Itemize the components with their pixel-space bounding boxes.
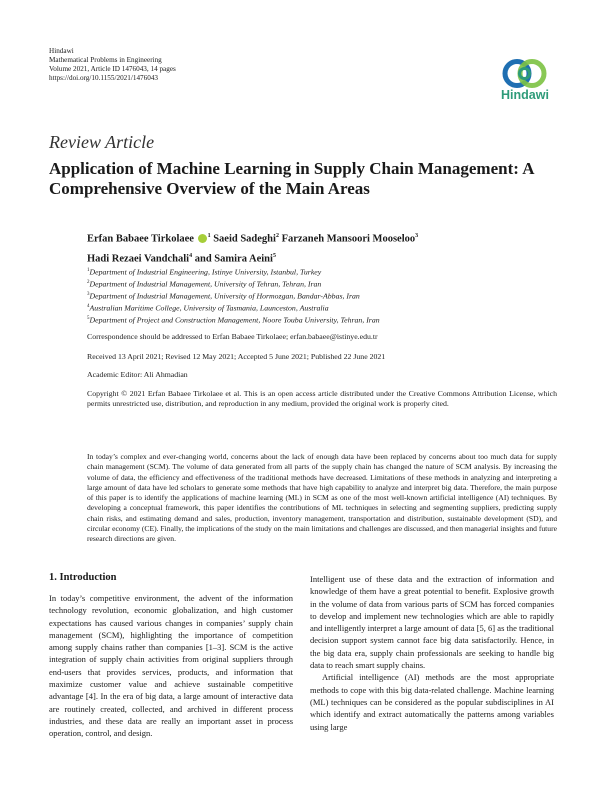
article-title: Application of Machine Learning in Supply Chain Management: A Comprehensive Overview of the Main Areas — [49, 159, 534, 198]
affiliation: $^2$Department of Industrial Management, University of Tehran, Tehran, Iran — [87, 279, 322, 289]
academic-editor: Academic Editor: Ali Ahmadian — [87, 370, 188, 379]
abstract: In today’s complex and ever-changing world, concerns about the lack of enough data have been replaced by concerns about too much data for supply chain management (SCM). The volume of data generated from all parts of the supply chain has changed the nature of SCM analysis. By increasing the volume of data, the efficiency and effectiveness of the traditional methods have decreased. Limitations of these methods in analyzing and interpreting a large amount of data have led scholars to generate some methods that have high capability to analyze and interpret big data. Therefore, the main purpose of this paper is to identify the applications of machine learning (ML) in SCM as one of the most well-known artificial intelligence (AI) techniques. By developing a conceptual framework, this paper identifies the contributions of ML techniques in selecting and segmenting suppliers, predicting supply chain risks, and estimating demand and sales, production, inventory management, transportation and distribution, sustainable development (SD), and circular economy (CE). Finally, the implications of the study on the main limitations and challenges are discussed, and then managerial insights and future research directions are given. — [87, 452, 557, 544]
affiliation: $^3$Department of Industrial Management, University of Hormozgan, Bandar-Abbas, Iran — [87, 291, 360, 301]
author-sup: 5 — [272, 252, 276, 259]
journal-info — [49, 47, 176, 83]
correspondence: Correspondence should be addressed to Erfan Babaee Tirkolaee; erfan.babaee@istinye.edu.tr — [87, 332, 378, 341]
author-name[interactable]: Saeid Sadeghi — [213, 233, 276, 245]
affiliation: $^5$Department of Project and Construction Management, Noore Touba University, Tehran, Iran — [87, 315, 380, 325]
paragraph: In today’s competitive environment, the advent of the information technology revolution, economic globalization, and high customer expectations has caused various changes in companies’ supply chain management (SCM), highlighting the importance of competition among supply chains rather than companies [1–3]. SCM is the active integration of supply chain activities from original suppliers through end-users that provides services, products, and information that maximize customer value and achieve sustainable competitive advantage [4]. In the era of big data, a large amount of interactive data are routinely created, collected, and archived in different process industries, and these data are really an important asset in process operation, control, and design. — [49, 593, 293, 739]
paragraph: Artificial intelligence (AI) methods are the most appropriate methods to cope with this big data-related challenge. Machine learning (ML) techniques can be considered as the popular subdisciplines in AI which identify and extract automatically the patterns among variables using large — [310, 672, 554, 732]
publication-dates: Received 13 April 2021; Revised 12 May 2021; Accepted 5 June 2021; Published 22 June 2021 — [87, 352, 386, 361]
paragraph: Intelligent use of these data and the extraction of information and knowledge of them have a great potential to benefit. Explosive growth in the volume of data from various parts of SCM has forced companies to develop and implement new technologies which are able to rapidly and intelligently interpret a large amount of data [5, 6] as the traditional decision support system cannot face big data satisfactorily. Hence, in the big data era, supply chain professionals are seeking to handle big data to reach smart supply chains. — [310, 574, 554, 671]
journal-doi[interactable]: https://doi.org/10.1155/2021/1476043 — [49, 74, 159, 82]
orcid-icon[interactable] — [198, 234, 207, 243]
author-list: Erfan Babaee Tirkolaee $^1$ Saeid Sadeghi$^2$ Farzaneh Mansoori Mooseloo$^3$ Hadi Rezaei Vandchali$^4$ and Samira Aeini$^5$ — [87, 233, 419, 264]
body-column-left — [49, 592, 293, 740]
hindawi-logo-text: Hindawi — [501, 88, 549, 102]
author-sup: 4 — [189, 252, 193, 259]
journal-name: Mathematical Problems in Engineering — [49, 56, 162, 64]
article-type: Review Article — [49, 132, 155, 152]
author-sup: 2 — [275, 233, 279, 239]
affiliation: $^4$Australian Maritime College, University of Tasmania, Launceston, Australia — [87, 303, 329, 313]
author-name[interactable]: Samira Aeini — [214, 253, 273, 264]
author-name[interactable]: Farzaneh Mansoori Mooseloo — [281, 233, 416, 245]
author-name[interactable]: Hadi Rezaei Vandchali — [87, 253, 190, 264]
journal-volume: Volume 2021, Article ID 1476043, 14 pages — [49, 65, 176, 73]
author-sup: 1 — [207, 233, 211, 239]
body-column-right — [310, 573, 554, 733]
affiliations — [87, 266, 557, 326]
author-sup: 3 — [415, 233, 419, 239]
journal-publisher: Hindawi — [49, 47, 74, 55]
copyright-notice: Copyright © 2021 Erfan Babaee Tirkolaee et al. This is an open access article distributed under the Creative Commons Attribution License, which permits unrestricted use, distribution, and reproduction in any medium, provided the original work is properly cited. — [87, 389, 557, 408]
author-name[interactable]: Erfan Babaee Tirkolaee — [87, 233, 194, 245]
section-heading: 1. Introduction — [49, 572, 117, 583]
affiliation: $^1$Department of Industrial Engineering, Istinye University, Istanbul, Turkey — [87, 267, 322, 277]
